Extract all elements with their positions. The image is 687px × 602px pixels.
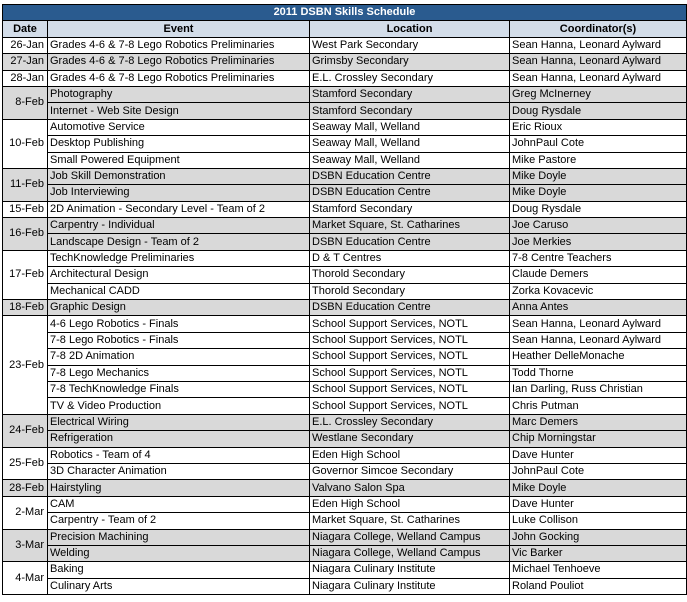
coordinator-cell: Marc Demers: [510, 414, 687, 430]
event-cell: 7-8 2D Animation: [48, 349, 310, 365]
table-row: [3, 349, 687, 365]
table-row: [3, 545, 687, 561]
coordinator-cell: Sean Hanna, Leonard Aylward: [510, 54, 687, 70]
header-date: Date: [3, 21, 48, 37]
table-row: [3, 529, 687, 545]
location-cell: DSBN Education Centre: [310, 185, 510, 201]
date-cell: 10-Feb: [3, 119, 48, 168]
event-cell: Automotive Service: [48, 119, 310, 135]
event-cell: Precision Machining: [48, 529, 310, 545]
table-row: [3, 316, 687, 332]
coordinator-cell: Mike Pastore: [510, 152, 687, 168]
table-row: [3, 578, 687, 594]
coordinator-cell: JohnPaul Cote: [510, 136, 687, 152]
table-row: [3, 381, 687, 397]
location-cell: Stamford Secondary: [310, 201, 510, 217]
event-cell: Job Skill Demonstration: [48, 168, 310, 184]
location-cell: School Support Services, NOTL: [310, 332, 510, 348]
coordinator-cell: Doug Rysdale: [510, 103, 687, 119]
location-cell: School Support Services, NOTL: [310, 365, 510, 381]
schedule-table: [2, 4, 687, 595]
table-row: [3, 70, 687, 86]
coordinator-cell: Joe Caruso: [510, 218, 687, 234]
event-cell: Refrigeration: [48, 431, 310, 447]
event-cell: 7-8 TechKnowledge Finals: [48, 381, 310, 397]
event-cell: Grades 4-6 & 7-8 Lego Robotics Preliminaries: [48, 70, 310, 86]
table-row: [3, 283, 687, 299]
table-row: [3, 480, 687, 496]
event-cell: Desktop Publishing: [48, 136, 310, 152]
location-cell: Governor Simcoe Secondary: [310, 463, 510, 479]
title-row: [3, 5, 687, 21]
event-cell: Electrical Wiring: [48, 414, 310, 430]
coordinator-cell: Dave Hunter: [510, 496, 687, 512]
location-cell: E.L. Crossley Secondary: [310, 414, 510, 430]
table-row: [3, 119, 687, 135]
location-cell: School Support Services, NOTL: [310, 316, 510, 332]
location-cell: Seaway Mall, Welland: [310, 136, 510, 152]
table-row: [3, 463, 687, 479]
event-cell: Grades 4-6 & 7-8 Lego Robotics Preliminaries: [48, 37, 310, 53]
event-cell: Carpentry - Team of 2: [48, 513, 310, 529]
location-cell: Seaway Mall, Welland: [310, 152, 510, 168]
header-row: [3, 21, 687, 37]
event-cell: 3D Character Animation: [48, 463, 310, 479]
event-cell: Culinary Arts: [48, 578, 310, 594]
location-cell: Thorold Secondary: [310, 267, 510, 283]
schedule-title: 2011 DSBN Skills Schedule: [3, 5, 687, 21]
coordinator-cell: Mike Doyle: [510, 185, 687, 201]
location-cell: E.L. Crossley Secondary: [310, 70, 510, 86]
header-coordinator: Coordinator(s): [510, 21, 687, 37]
date-cell: 8-Feb: [3, 86, 48, 119]
coordinator-cell: Zorka Kovacevic: [510, 283, 687, 299]
table-row: [3, 431, 687, 447]
event-cell: 4-6 Lego Robotics - Finals: [48, 316, 310, 332]
coordinator-cell: Chip Morningstar: [510, 431, 687, 447]
location-cell: D & T Centres: [310, 250, 510, 266]
date-cell: 27-Jan: [3, 54, 48, 70]
location-cell: Niagara Culinary Institute: [310, 562, 510, 578]
coordinator-cell: Eric Rioux: [510, 119, 687, 135]
date-cell: 2-Mar: [3, 496, 48, 529]
event-cell: Small Powered Equipment: [48, 152, 310, 168]
coordinator-cell: Sean Hanna, Leonard Aylward: [510, 316, 687, 332]
date-cell: 3-Mar: [3, 529, 48, 562]
table-row: [3, 562, 687, 578]
location-cell: Eden High School: [310, 447, 510, 463]
event-cell: 2D Animation - Secondary Level - Team of 2: [48, 201, 310, 217]
location-cell: Eden High School: [310, 496, 510, 512]
date-cell: 25-Feb: [3, 447, 48, 480]
coordinator-cell: Heather DelleMonache: [510, 349, 687, 365]
location-cell: Stamford Secondary: [310, 103, 510, 119]
table-row: [3, 267, 687, 283]
location-cell: West Park Secondary: [310, 37, 510, 53]
event-cell: Baking: [48, 562, 310, 578]
coordinator-cell: Luke Collison: [510, 513, 687, 529]
event-cell: TechKnowledge Preliminaries: [48, 250, 310, 266]
table-row: [3, 136, 687, 152]
event-cell: Mechanical CADD: [48, 283, 310, 299]
coordinator-cell: 7-8 Centre Teachers: [510, 250, 687, 266]
event-cell: Robotics - Team of 4: [48, 447, 310, 463]
coordinator-cell: Roland Pouliot: [510, 578, 687, 594]
table-row: [3, 365, 687, 381]
coordinator-cell: Mike Doyle: [510, 480, 687, 496]
event-cell: 7-8 Lego Robotics - Finals: [48, 332, 310, 348]
location-cell: Niagara College, Welland Campus: [310, 545, 510, 561]
table-row: [3, 218, 687, 234]
coordinator-cell: Michael Tenhoeve: [510, 562, 687, 578]
date-cell: 26-Jan: [3, 37, 48, 53]
date-cell: 28-Jan: [3, 70, 48, 86]
schedule-body: [3, 37, 687, 594]
location-cell: Market Square, St. Catharines: [310, 218, 510, 234]
location-cell: Thorold Secondary: [310, 283, 510, 299]
event-cell: Hairstyling: [48, 480, 310, 496]
location-cell: Stamford Secondary: [310, 86, 510, 102]
location-cell: Valvano Salon Spa: [310, 480, 510, 496]
event-cell: TV & Video Production: [48, 398, 310, 414]
event-cell: Welding: [48, 545, 310, 561]
coordinator-cell: Chris Putman: [510, 398, 687, 414]
coordinator-cell: Mike Doyle: [510, 168, 687, 184]
header-location: Location: [310, 21, 510, 37]
location-cell: Market Square, St. Catharines: [310, 513, 510, 529]
date-cell: 15-Feb: [3, 201, 48, 217]
coordinator-cell: Greg McInerney: [510, 86, 687, 102]
coordinator-cell: Anna Antes: [510, 300, 687, 316]
location-cell: Grimsby Secondary: [310, 54, 510, 70]
location-cell: Seaway Mall, Welland: [310, 119, 510, 135]
table-row: [3, 250, 687, 266]
date-cell: 16-Feb: [3, 218, 48, 251]
event-cell: Graphic Design: [48, 300, 310, 316]
coordinator-cell: Sean Hanna, Leonard Aylward: [510, 37, 687, 53]
date-cell: 4-Mar: [3, 562, 48, 595]
event-cell: Architectural Design: [48, 267, 310, 283]
event-cell: Carpentry - Individual: [48, 218, 310, 234]
event-cell: Grades 4-6 & 7-8 Lego Robotics Preliminaries: [48, 54, 310, 70]
location-cell: School Support Services, NOTL: [310, 398, 510, 414]
location-cell: DSBN Education Centre: [310, 168, 510, 184]
coordinator-cell: Sean Hanna, Leonard Aylward: [510, 70, 687, 86]
event-cell: Job Interviewing: [48, 185, 310, 201]
event-cell: CAM: [48, 496, 310, 512]
coordinator-cell: Ian Darling, Russ Christian: [510, 381, 687, 397]
table-row: [3, 496, 687, 512]
coordinator-cell: Claude Demers: [510, 267, 687, 283]
location-cell: Niagara College, Welland Campus: [310, 529, 510, 545]
coordinator-cell: Sean Hanna, Leonard Aylward: [510, 332, 687, 348]
table-row: [3, 414, 687, 430]
date-cell: 17-Feb: [3, 250, 48, 299]
coordinator-cell: Dave Hunter: [510, 447, 687, 463]
table-row: [3, 234, 687, 250]
table-row: [3, 300, 687, 316]
date-cell: 23-Feb: [3, 316, 48, 414]
coordinator-cell: Vic Barker: [510, 545, 687, 561]
event-cell: Landscape Design - Team of 2: [48, 234, 310, 250]
table-row: [3, 513, 687, 529]
header-event: Event: [48, 21, 310, 37]
table-row: [3, 54, 687, 70]
table-row: [3, 168, 687, 184]
coordinator-cell: Doug Rysdale: [510, 201, 687, 217]
table-row: [3, 447, 687, 463]
table-row: [3, 37, 687, 53]
coordinator-cell: Joe Merkies: [510, 234, 687, 250]
date-cell: 11-Feb: [3, 168, 48, 201]
date-cell: 28-Feb: [3, 480, 48, 496]
table-row: [3, 86, 687, 102]
event-cell: Photography: [48, 86, 310, 102]
table-row: [3, 152, 687, 168]
date-cell: 18-Feb: [3, 300, 48, 316]
coordinator-cell: Todd Thorne: [510, 365, 687, 381]
table-row: [3, 332, 687, 348]
date-cell: 24-Feb: [3, 414, 48, 447]
event-cell: Internet - Web Site Design: [48, 103, 310, 119]
table-row: [3, 185, 687, 201]
location-cell: Niagara Culinary Institute: [310, 578, 510, 594]
location-cell: School Support Services, NOTL: [310, 349, 510, 365]
table-row: [3, 398, 687, 414]
location-cell: Westlane Secondary: [310, 431, 510, 447]
location-cell: DSBN Education Centre: [310, 300, 510, 316]
location-cell: DSBN Education Centre: [310, 234, 510, 250]
location-cell: School Support Services, NOTL: [310, 381, 510, 397]
coordinator-cell: John Gocking: [510, 529, 687, 545]
event-cell: 7-8 Lego Mechanics: [48, 365, 310, 381]
coordinator-cell: JohnPaul Cote: [510, 463, 687, 479]
table-row: [3, 103, 687, 119]
table-row: [3, 201, 687, 217]
